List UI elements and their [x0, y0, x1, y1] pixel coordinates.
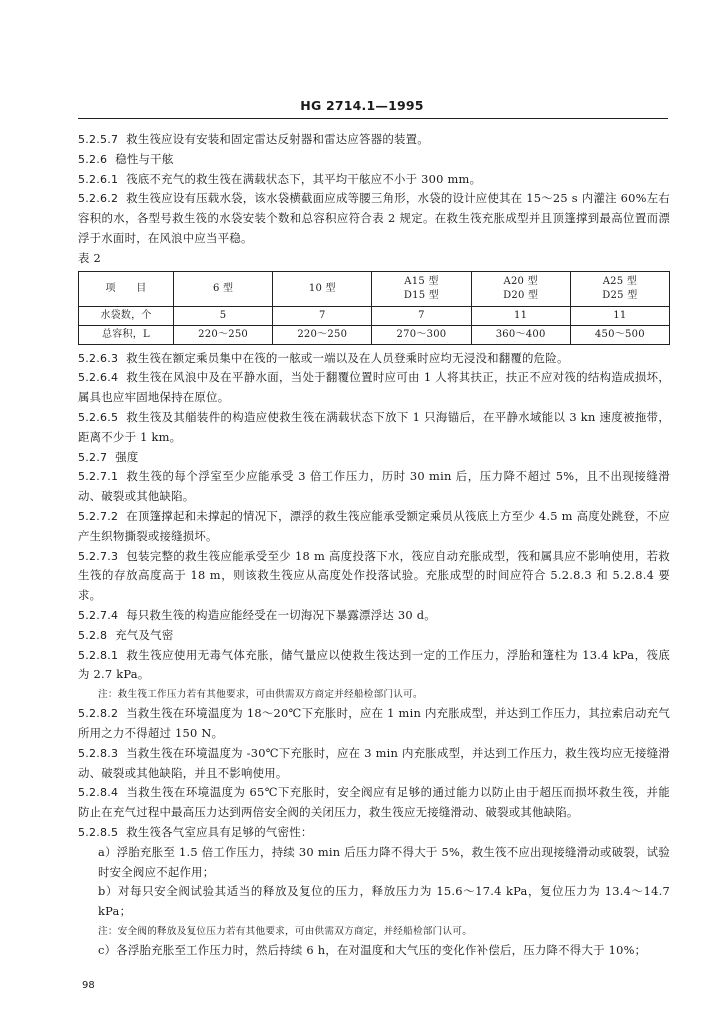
table-cell: 总容积，L	[79, 325, 174, 344]
clause-5-2-8-3: 5.2.8.3 当救生筏在环境温度为 -30℃下充胀时，应在 3 min 内充胀成型，并达到工作压力，救生筏均应无接缝滑动、破裂或其他缺陷，并且不影响使用。	[78, 745, 670, 780]
table-cell: 360～400	[471, 325, 570, 344]
table-cell: 7	[273, 306, 372, 325]
note-2: 注：安全阀的释放及复位压力若有其他要求，可由供需双方商定，并经船检部门认可。	[98, 925, 473, 937]
clause-5-2-7: 5.2.7 强度	[78, 449, 139, 464]
table-header-row	[79, 271, 670, 306]
clause-5-2-6-3: 5.2.6.3 救生筏在额定乘员集中在筏的一舷或一端以及在人员登乘时应均无浸没和翻覆的危险。	[78, 350, 569, 365]
table-header-20: A20 型 D20 型	[471, 271, 570, 306]
clause-5-2-7-4: 5.2.7.4 每只救生筏的构造应能经受在一切海况下暴露漂浮达 30 d。	[78, 607, 436, 622]
clause-5-2-8-5: 5.2.8.5 救生筏各气室应具有足够的气密性：	[78, 824, 313, 839]
header-rule	[78, 118, 668, 119]
clause-5-2-8-4: 5.2.8.4 当救生筏在环境温度为 65℃下充胀时，安全阀应有足够的通过能力以防止由于超压而损坏救生筏，并能防止在充气过程中最高压力达到两倍安全阀的关闭压力，救生筏应无接缝滑动、破裂或其他缺陷。	[78, 785, 670, 820]
clause-5-2-8-1: 5.2.8.1 救生筏应使用无毒气体充胀，储气量应以使救生筏达到一定的工作压力，浮胎和篷柱为 13.4 kPa，筏底为 2.7 kPa。	[78, 647, 670, 682]
table-cell: 5	[174, 306, 273, 325]
table-header-15: A15 型 D15 型	[372, 271, 471, 306]
clause-5-2-6-2: 5.2.6.2 救生筏应设有压载水袋，该水袋横截面应成等腰三角形，水袋的设计应使其在 15～25 s 内灌注 60%左右容积的水，各型号救生筏的水袋安装个数和总容积应符合表 2 规定。在救生筏充胀成型并且顶篷撑到最高位置而漂浮于水面时，在风浪中应当平稳。	[78, 191, 670, 245]
subitem-a: a）浮胎充胀至 1.5 倍工作压力，持续 30 min 后压力降不得大于 5%，救生筏不应出现接缝滑动或破裂，试验时安全阀应不起作用；	[98, 844, 670, 879]
clause-5-2-8-2: 5.2.8.2 当救生筏在环境温度为 18～20℃下充胀时，应在 1 min 内充胀成型，并达到工作压力，其拉索启动充气所用之力不得超过 150 N。	[78, 706, 670, 740]
table-cell: 水袋数，个	[79, 306, 174, 325]
ballast-table	[78, 271, 670, 345]
clause-5-2-7-2: 5.2.7.2 在顶篷撑起和未撑起的情况下，漂浮的救生筏应能承受额定乘员从筏底上方至少 4.5 m 高度处跳登，不应产生织物撕裂或接缝损坏。	[78, 508, 670, 543]
subitem-c: c）各浮胎充胀至工作压力时，然后持续 6 h，在对温度和大气压的变化作补偿后，压力降不得大于 10%；	[98, 942, 647, 957]
page-number: 98	[82, 980, 95, 991]
clause-5-2-7-3: 5.2.7.3 包装完整的救生筏应能承受至少 18 m 高度投落下水，筏应自动充胀成型，筏和属具应不影响使用，若救生筏的存放高度高于 18 m，则该救生筏应从高度处作投落试验。充胀成型的时间应符合 5.2.8.3 和 5.2.8.4 要求。	[78, 548, 670, 603]
table-cell: 270～300	[372, 325, 471, 344]
table-header-10: 10 型	[273, 271, 372, 306]
subitem-b: b）对每只安全阀试验其适当的释放及复位的压力，释放压力为 15.6～17.4 kPa，复位压力为 13.4～14.7 kPa；	[98, 884, 670, 919]
page-header: HG 2714.1—1995	[300, 98, 424, 113]
clause-5-2-5-7: 5.2.5.7 救生筏应设有安装和固定雷达反射器和雷达应答器的装置。	[78, 132, 429, 146]
table-title: 表 2	[78, 250, 102, 265]
clause-5-2-6: 5.2.6 稳性与干舷	[78, 151, 174, 166]
table-row	[79, 306, 670, 325]
clause-5-2-6-5: 5.2.6.5 救生筏及其艏装件的构造应使救生筏在满载状态下放下 1 只海锚后，在平静水域能以 3 kn 速度被拖带，距离不少于 1 km。	[78, 409, 670, 444]
table-header-6: 6 型	[174, 271, 273, 306]
table-cell: 450～500	[570, 325, 669, 344]
table-row	[79, 325, 670, 344]
clause-5-2-8: 5.2.8 充气及气密	[78, 627, 174, 642]
page-body	[78, 130, 670, 961]
table-cell: 220～250	[273, 325, 372, 344]
table-header-item: 项 目	[79, 271, 174, 306]
table-cell: 220～250	[174, 325, 273, 344]
clause-5-2-7-1: 5.2.7.1 救生筏的每个浮室至少应能承受 3 倍工作压力，历时 30 min 后，压力降不超过 5%，且不出现接缝滑动、破裂或其他缺陷。	[78, 469, 670, 504]
note-1: 注：救生筏工作压力若有其他要求，可由供需双方商定并经船检部门认可。	[98, 689, 423, 701]
table-header-25: A25 型 D25 型	[570, 271, 669, 306]
table-cell: 11	[570, 306, 669, 325]
clause-5-2-6-4: 5.2.6.4 救生筏在风浪中及在平静水面，当处于翻覆位置时应可由 1 人将其扶正，扶正不应对筏的结构造成损坏，属具也应牢固地保持在原位。	[78, 370, 670, 405]
table-cell: 11	[471, 306, 570, 325]
clause-5-2-6-1: 5.2.6.1 筏底不充气的救生筏在满载状态下，其平均干舷应不小于 300 mm。	[78, 171, 482, 186]
table-cell: 7	[372, 306, 471, 325]
